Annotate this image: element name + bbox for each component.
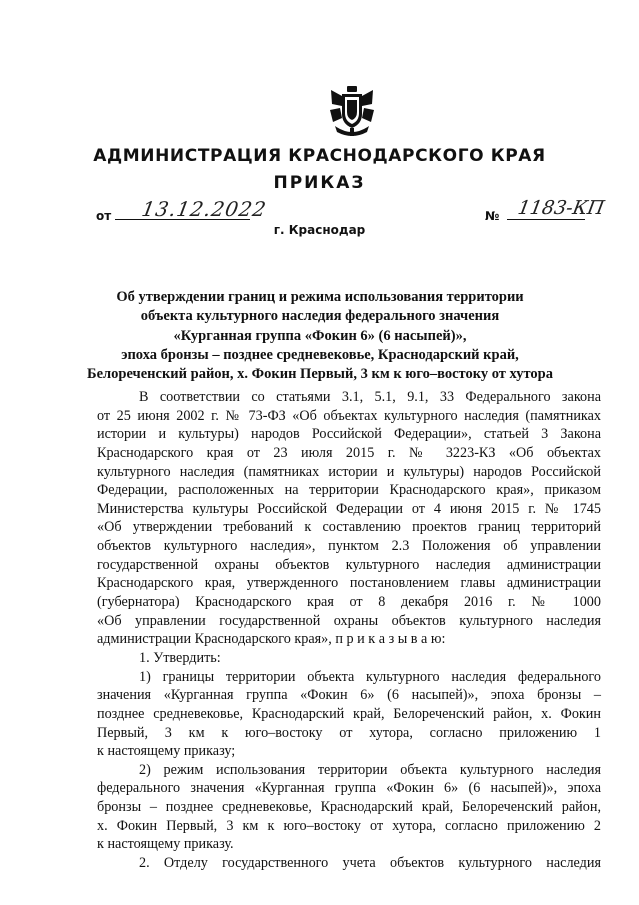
- body-line: В соответствии со статьями 3.1, 5.1, 9.1, 33 Федерального закона: [139, 389, 601, 405]
- body-line: истории и культуры) народов Российской Федерации», статьей 3 Закона: [97, 426, 601, 443]
- body-line: 1) границы территории объекта культурного наследия федерального: [139, 668, 601, 685]
- body-line: к настоящему приказу.: [97, 836, 234, 853]
- title-line: эпоха бронзы – позднее средневековье, Краснодарский край,: [121, 346, 519, 363]
- number-handwritten-value: 1183-КП: [516, 197, 607, 219]
- title-line: Белореченский район, х. Фокин Первый, 3 км к юго–востоку от хутора: [87, 366, 553, 383]
- body-line: Краснодарского края, утвержденного постановлением главы администрации: [97, 575, 601, 592]
- body-line: от 25 июня 2002 г. № 73-ФЗ «Об объектах культурного наследия (памятниках: [97, 407, 601, 424]
- date-label: от: [96, 209, 112, 223]
- document-type: ПРИКАЗ: [273, 173, 366, 193]
- title-line: Об утверждении границ и режима использования территории: [116, 289, 524, 305]
- body-line: значения «Курганная группа «Фокин 6» (6 насыпей)», эпоха бронзы –: [97, 687, 601, 704]
- organization-title: АДМИНИСТРАЦИЯ КРАСНОДАРСКОГО КРАЯ: [93, 146, 546, 166]
- body-line: Министерства культуры Российской Федерации от 4 июня 2015 г. № 1745: [97, 500, 601, 517]
- body-line: Краснодарского края от 23 июля 2015 г. № 3223-КЗ «Об объектах: [97, 444, 601, 461]
- body-line: бронзы – позднее средневековье, Краснодарский край, Белореченский район,: [97, 799, 601, 816]
- title-line: объекта культурного наследия федерального значения: [140, 308, 500, 325]
- body-line: 2) режим использования территории объекта культурного наследия: [139, 761, 601, 778]
- body-line: культурного наследия (памятниках истории и культуры) народов Российской: [97, 463, 601, 480]
- number-label: №: [485, 209, 500, 223]
- city-label: г. Краснодар: [273, 223, 366, 237]
- body-line: «Об утверждении требований к составлению проектов границ территорий: [97, 519, 601, 536]
- body-line: Федерации, расположенных на территории Краснодарского края», приказом: [97, 482, 601, 499]
- date-handwritten-value: 13.12.2022: [139, 197, 269, 221]
- body-line: х. Фокин Первый, 3 км к юго–востоку от хутора, согласно приложению 2: [97, 817, 601, 834]
- title-line: «Курганная группа «Фокин 6» (6 насыпей)»,: [173, 327, 467, 344]
- body-line: администрации Краснодарского края», п р и к а з ы в а ю:: [97, 631, 446, 648]
- body-line: 2. Отделу государственного учета объектов культурного наследия: [139, 855, 601, 872]
- body-line: позднее средневековье, Краснодарский край, Белореченский район, х. Фокин: [97, 705, 601, 722]
- body-line: государственной охраны объектов культурного наследия администрации: [97, 556, 601, 573]
- coat-of-arms-icon: [329, 86, 375, 138]
- body-line: (губернатора) Краснодарского края от 8 декабря 2016 г. № 1000: [97, 594, 601, 611]
- body-line: «Об управлении государственной охраны объектов культурного наследия: [97, 612, 601, 629]
- body-line: 1. Утвердить:: [139, 649, 221, 666]
- body-line: Первый, 3 км к юго–востоку от хутора, согласно приложению 1: [97, 724, 601, 741]
- body-line: к настоящему приказу;: [97, 743, 236, 760]
- document-title: [80, 288, 560, 384]
- document-body: [97, 388, 601, 873]
- body-line: объектов культурного наследия», пунктом 2.3 Положения об управлении: [97, 538, 601, 555]
- body-line: федерального значения «Курганная группа «Фокин 6» (6 насыпей)», эпоха: [97, 780, 601, 797]
